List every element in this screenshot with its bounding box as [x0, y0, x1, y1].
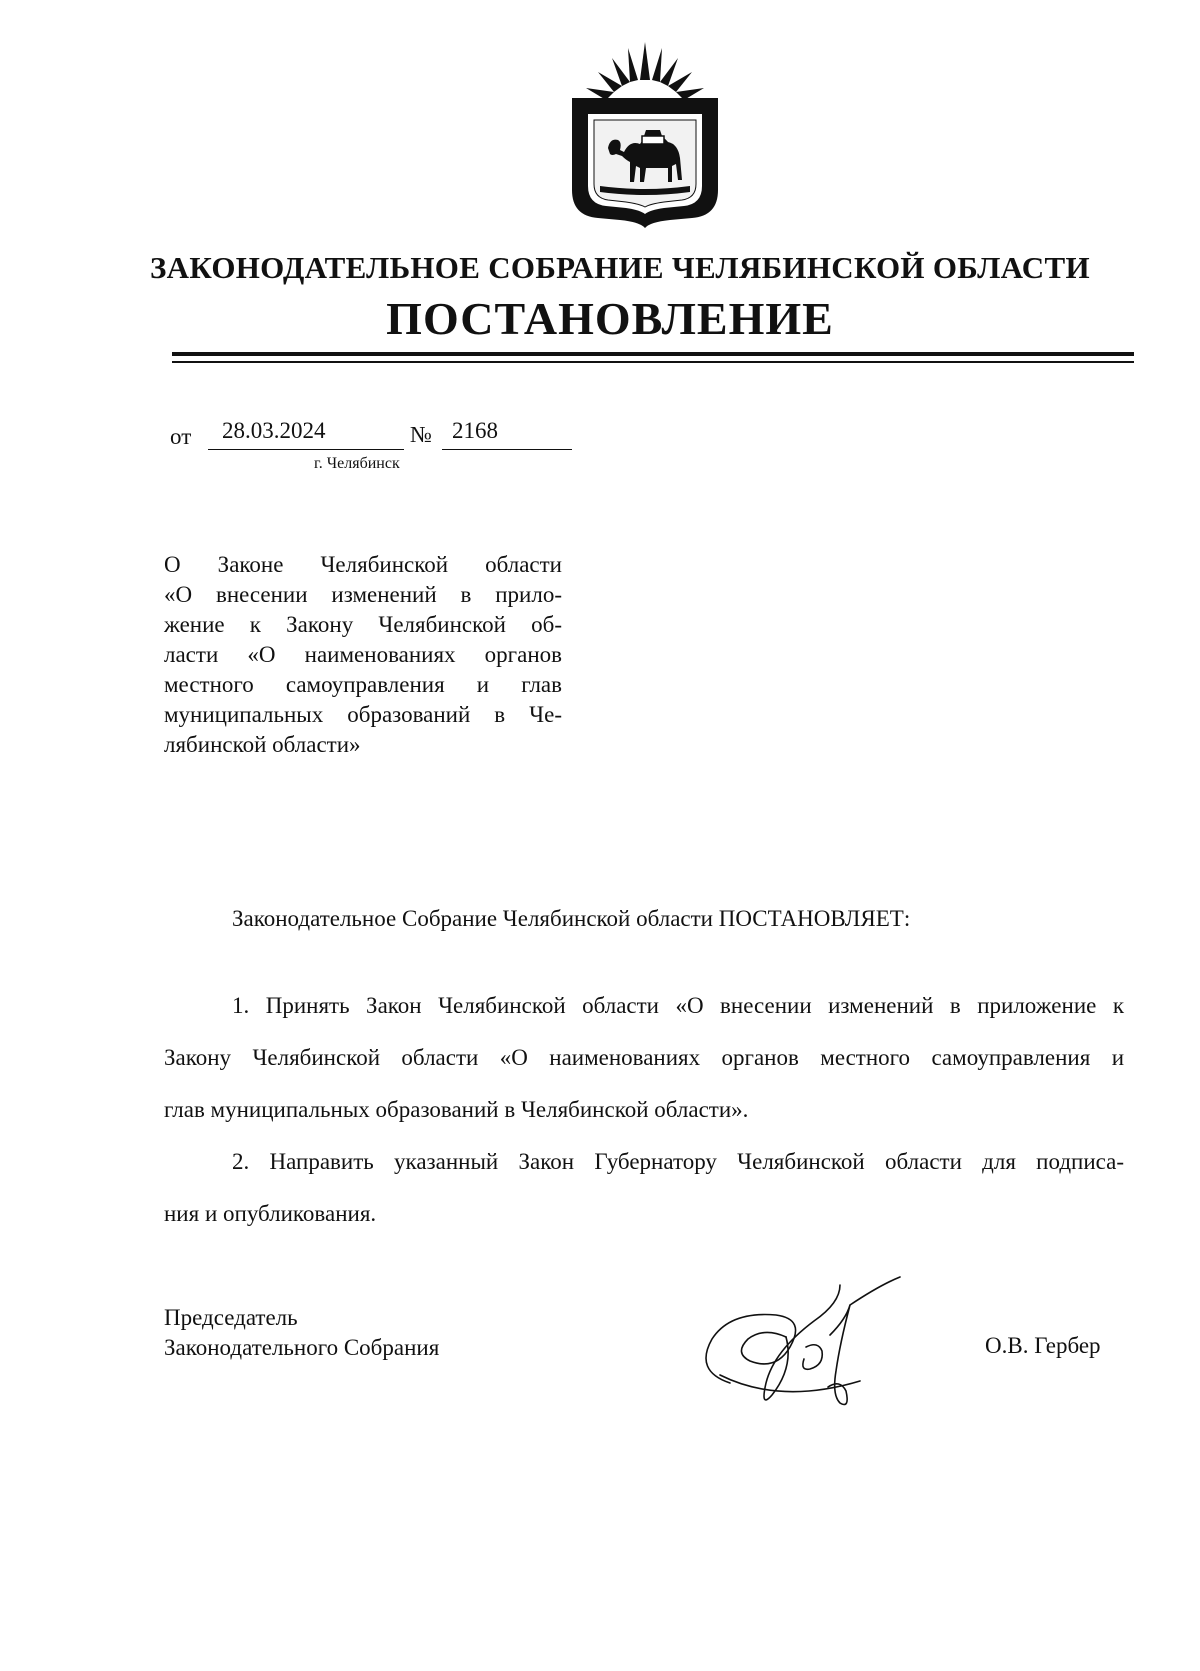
organization-title: ЗАКОНОДАТЕЛЬНОЕ СОБРАНИЕ ЧЕЛЯБИНСКОЙ ОБЛАСТИ	[150, 250, 1090, 285]
coat-of-arms-icon	[560, 40, 730, 230]
number-label: №	[410, 422, 432, 447]
signer-name: О.В. Гербер	[985, 1333, 1101, 1358]
document-type-heading: ПОСТАНОВЛЕНИЕ	[386, 293, 834, 344]
resolution-body	[164, 980, 1124, 1240]
body-line: ния и опубликования.	[164, 1201, 377, 1226]
subject-line: жение к Закону Челябинской об-	[164, 612, 562, 637]
body-line: 1. Принять Закон Челябинской области «О внесении изменений в приложение к	[232, 993, 1124, 1018]
signatory-title-line: Законодательного Собрания	[164, 1335, 440, 1360]
date-prefix: от	[170, 424, 192, 449]
header-divider-thin	[172, 361, 1134, 363]
document-date: 28.03.2024	[208, 418, 404, 450]
signatory-title	[164, 1303, 439, 1363]
document-subject	[164, 550, 562, 760]
resolution-preamble: Законодательное Собрание Челябинской области ПОСТАНОВЛЯЕТ:	[232, 906, 911, 931]
header-divider-thick	[172, 352, 1134, 356]
body-line: Закону Челябинской области «О наименованиях органов местного самоуправления и	[164, 1045, 1124, 1070]
body-line: глав муниципальных образований в Челябинской области».	[164, 1097, 749, 1122]
subject-line: муниципальных образований в Че-	[164, 702, 562, 727]
body-line: 2. Направить указанный Закон Губернатору Челябинской области для подписа-	[232, 1149, 1124, 1174]
signatory-title-line: Председатель	[164, 1305, 298, 1330]
subject-line: ласти «О наименованиях органов	[164, 642, 562, 667]
subject-line: лябинской области»	[164, 732, 361, 757]
subject-line: «О внесении изменений в прило-	[164, 582, 562, 607]
document-city: г. Челябинск	[314, 455, 400, 472]
subject-line: местного самоуправления и глав	[164, 672, 562, 697]
handwritten-signature-icon	[690, 1275, 930, 1425]
document-number: 2168	[442, 418, 572, 450]
subject-line: О Законе Челябинской области	[164, 552, 562, 577]
